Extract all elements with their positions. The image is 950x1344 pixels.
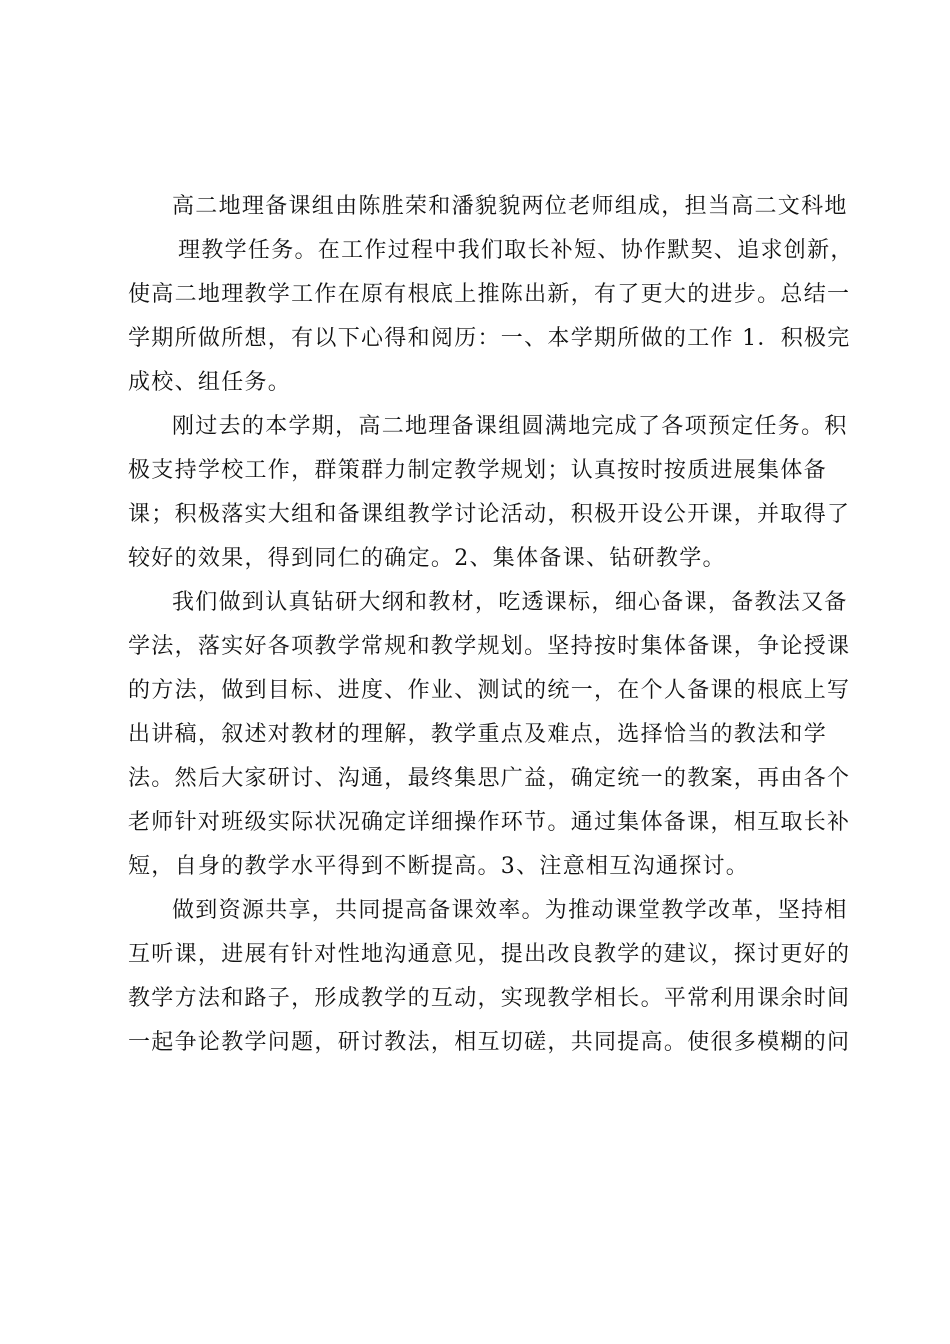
- text-line: 法。然后大家研讨、沟通，最终集思广益，确定统一的教案，再由各个: [128, 766, 851, 791]
- text-line: 较好的效果，得到同仁的确定。2、集体备课、钻研教学。: [128, 546, 726, 571]
- text-line: 成校、组任务。: [128, 370, 292, 395]
- document-body: [128, 185, 854, 1065]
- text-line: 的方法，做到目标、进度、作业、测试的统一，在个人备课的根底上写: [128, 678, 851, 703]
- text-line: 我们做到认真钻研大纲和教材，吃透课标，细心备课，备教法又备: [172, 590, 848, 615]
- text-line: 出讲稿，叙述对教材的理解，教学重点及难点，选择恰当的教法和学: [128, 722, 828, 747]
- text-line: 老师针对班级实际状况确定详细操作环节。通过集体备课，相互取长补: [128, 810, 851, 835]
- paragraph-1: [128, 185, 854, 405]
- text-line: 短，自身的教学水平得到不断提高。3、注意相互沟通探讨。: [128, 854, 750, 879]
- text-line: 极支持学校工作，群策群力制定教学规划；认真按时按质进展集体备: [128, 458, 828, 483]
- text-line: 高二地理备课组由陈胜荣和潘貌貌两位老师组成，担当高二文科地: [172, 194, 848, 219]
- paragraph-2: [128, 405, 851, 581]
- text-line: 理教学任务。在工作过程中我们取长补短、协作默契、追求创新，: [178, 238, 854, 263]
- paragraph-3: [128, 581, 851, 889]
- paragraph-4: [128, 889, 851, 1065]
- text-line: 刚过去的本学期，高二地理备课组圆满地完成了各项预定任务。积: [172, 414, 848, 439]
- text-line: 课；积极落实大组和备课组教学讨论活动，积极开设公开课，并取得了: [128, 502, 851, 527]
- text-line: 一起争论教学问题，研讨教法，相互切磋，共同提高。使很多模糊的问: [128, 1030, 851, 1055]
- text-line: 学法，落实好各项教学常规和教学规划。坚持按时集体备课，争论授课: [128, 634, 851, 659]
- text-line: 做到资源共享，共同提高备课效率。为推动课堂教学改革，坚持相: [172, 898, 848, 923]
- text-line: 学期所做所想，有以下心得和阅历：一、本学期所做的工作 1．积极完: [128, 326, 851, 351]
- text-line: 教学方法和路子，形成教学的互动，实现教学相长。平常利用课余时间: [128, 986, 851, 1011]
- text-line: 使高二地理教学工作在原有根底上推陈出新，有了更大的进步。总结一: [128, 282, 851, 307]
- text-line: 互听课，进展有针对性地沟通意见，提出改良教学的建议，探讨更好的: [128, 942, 851, 967]
